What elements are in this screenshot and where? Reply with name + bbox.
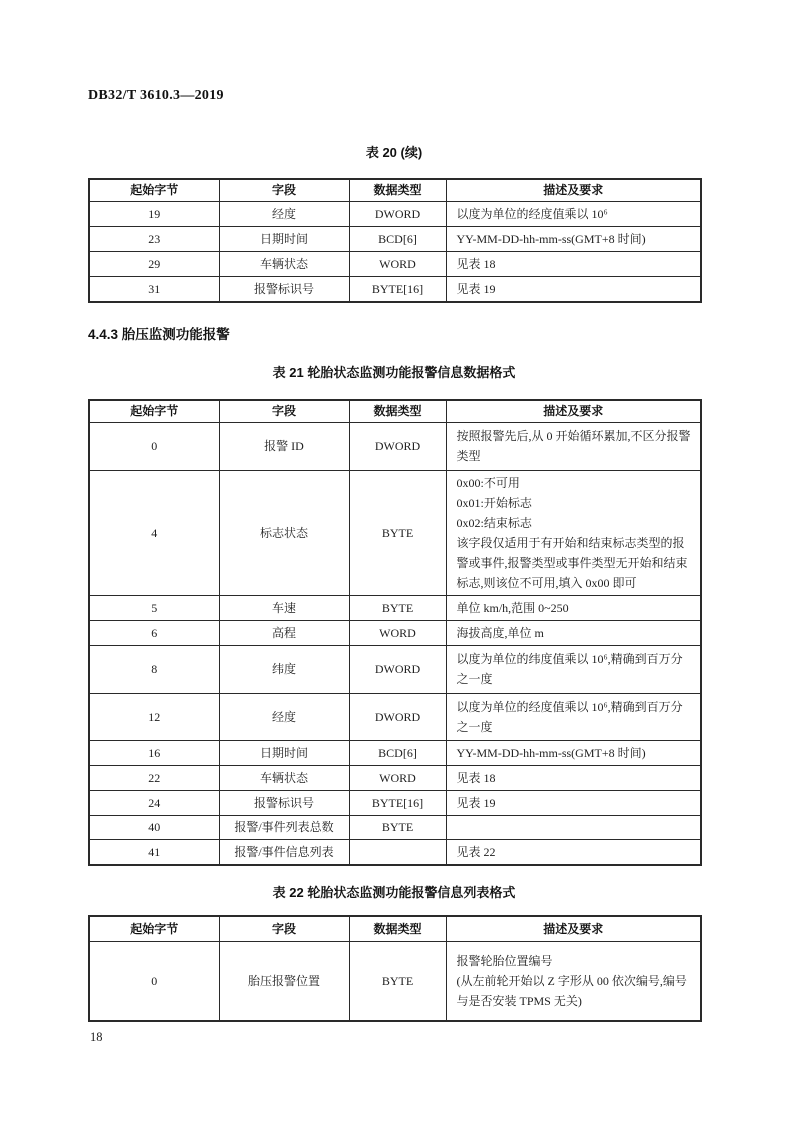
- table-cell-description: 0x00:不可用 0x01:开始标志 0x02:结束标志 该字段仅适用于有开始和结束标志类型的报警或事件,报警类型或事件类型无开始和结束标志,则该位不可用,填入 0x00 即可: [446, 470, 701, 595]
- table21-caption: 表 21 轮胎状态监测功能报警信息数据格式: [272, 365, 516, 380]
- table-cell-data-type: [349, 839, 446, 865]
- table-row: [89, 839, 701, 865]
- table-cell-data-type: BYTE[16]: [349, 790, 446, 815]
- table-cell-start-byte: 29: [89, 251, 219, 276]
- table-cell-description: 见表 18: [446, 251, 701, 276]
- table21-header-row: [89, 400, 701, 422]
- column-header-data-type: 数据类型: [349, 179, 446, 201]
- table-cell-data-type: DWORD: [349, 422, 446, 470]
- table-cell-field: 报警 ID: [219, 422, 349, 470]
- section-heading-4-4-3: 4.4.3 胎压监测功能报警: [88, 327, 230, 342]
- table-cell-data-type: BYTE[16]: [349, 276, 446, 302]
- table-cell-field: 日期时间: [219, 740, 349, 765]
- table22-caption: 表 22 轮胎状态监测功能报警信息列表格式: [272, 885, 516, 900]
- table-cell-description: [446, 815, 701, 839]
- table-row: [89, 815, 701, 839]
- table-cell-description: YY-MM-DD-hh-mm-ss(GMT+8 时间): [446, 226, 701, 251]
- column-header-data-type: 数据类型: [349, 400, 446, 422]
- table-cell-data-type: DWORD: [349, 693, 446, 740]
- table-cell-description: 以度为单位的纬度值乘以 10⁶,精确到百万分之一度: [446, 645, 701, 693]
- table-cell-start-byte: 4: [89, 470, 219, 595]
- table-cell-description: 以度为单位的经度值乘以 10⁶: [446, 201, 701, 226]
- table20-header-row: [89, 179, 701, 201]
- table-cell-start-byte: 19: [89, 201, 219, 226]
- table-row: [89, 740, 701, 765]
- table-cell-data-type: BCD[6]: [349, 740, 446, 765]
- table-cell-field: 高程: [219, 620, 349, 645]
- table-cell-description: 海拔高度,单位 m: [446, 620, 701, 645]
- table22: [88, 915, 702, 1022]
- table-cell-field: 报警/事件列表总数: [219, 815, 349, 839]
- table-row: [89, 470, 701, 595]
- table-cell-description: 见表 22: [446, 839, 701, 865]
- table-row: [89, 595, 701, 620]
- table-cell-data-type: DWORD: [349, 645, 446, 693]
- standard-number-header: DB32/T 3610.3—2019: [88, 88, 224, 103]
- table-cell-description: 报警轮胎位置编号 (从左前轮开始以 Z 字形从 00 依次编号,编号与是否安装 TPMS 无关): [446, 941, 701, 1021]
- table-cell-field: 车辆状态: [219, 251, 349, 276]
- table-row: [89, 693, 701, 740]
- table-row: [89, 201, 701, 226]
- table-cell-data-type: BCD[6]: [349, 226, 446, 251]
- table-cell-field: 标志状态: [219, 470, 349, 595]
- table-cell-start-byte: 5: [89, 595, 219, 620]
- column-header-field: 字段: [219, 179, 349, 201]
- table-cell-data-type: BYTE: [349, 595, 446, 620]
- column-header-field: 字段: [219, 400, 349, 422]
- table-cell-start-byte: 12: [89, 693, 219, 740]
- table-cell-description: 以度为单位的经度值乘以 10⁶,精确到百万分之一度: [446, 693, 701, 740]
- table-cell-data-type: DWORD: [349, 201, 446, 226]
- table-cell-start-byte: 22: [89, 765, 219, 790]
- column-header-description: 描述及要求: [446, 916, 701, 941]
- table-cell-field: 车辆状态: [219, 765, 349, 790]
- column-header-start-byte: 起始字节: [89, 400, 219, 422]
- table-row: [89, 620, 701, 645]
- table-cell-field: 日期时间: [219, 226, 349, 251]
- column-header-description: 描述及要求: [446, 179, 701, 201]
- table-cell-description: 见表 18: [446, 765, 701, 790]
- table-cell-description: 见表 19: [446, 276, 701, 302]
- table-row: [89, 941, 701, 1021]
- table-row: [89, 422, 701, 470]
- table21: [88, 399, 702, 866]
- table-cell-start-byte: 0: [89, 941, 219, 1021]
- table-cell-start-byte: 8: [89, 645, 219, 693]
- table20-caption: 表 20 (续): [365, 145, 423, 160]
- table-row: [89, 276, 701, 302]
- page-number: 18: [90, 1030, 103, 1044]
- table-row: [89, 226, 701, 251]
- column-header-start-byte: 起始字节: [89, 179, 219, 201]
- table-cell-start-byte: 0: [89, 422, 219, 470]
- table-cell-description: 按照报警先后,从 0 开始循环累加,不区分报警类型: [446, 422, 701, 470]
- table-cell-start-byte: 23: [89, 226, 219, 251]
- table-cell-field: 胎压报警位置: [219, 941, 349, 1021]
- table-row: [89, 765, 701, 790]
- table-cell-data-type: WORD: [349, 765, 446, 790]
- table-cell-data-type: BYTE: [349, 470, 446, 595]
- table-cell-field: 经度: [219, 201, 349, 226]
- column-header-description: 描述及要求: [446, 400, 701, 422]
- table-cell-field: 报警标识号: [219, 276, 349, 302]
- table-cell-start-byte: 24: [89, 790, 219, 815]
- table-cell-field: 经度: [219, 693, 349, 740]
- table-row: [89, 790, 701, 815]
- table-cell-data-type: BYTE: [349, 815, 446, 839]
- table-cell-field: 纬度: [219, 645, 349, 693]
- table-cell-data-type: BYTE: [349, 941, 446, 1021]
- table-cell-field: 报警标识号: [219, 790, 349, 815]
- table-cell-field: 车速: [219, 595, 349, 620]
- table-row: [89, 251, 701, 276]
- table-cell-description: YY-MM-DD-hh-mm-ss(GMT+8 时间): [446, 740, 701, 765]
- table-row: [89, 645, 701, 693]
- table22-header-row: [89, 916, 701, 941]
- column-header-field: 字段: [219, 916, 349, 941]
- column-header-data-type: 数据类型: [349, 916, 446, 941]
- table-cell-start-byte: 40: [89, 815, 219, 839]
- table-cell-start-byte: 41: [89, 839, 219, 865]
- table-cell-data-type: WORD: [349, 620, 446, 645]
- table-cell-data-type: WORD: [349, 251, 446, 276]
- table20: [88, 178, 702, 303]
- table-cell-description: 见表 19: [446, 790, 701, 815]
- table-cell-description: 单位 km/h,范围 0~250: [446, 595, 701, 620]
- table-cell-start-byte: 6: [89, 620, 219, 645]
- table-cell-field: 报警/事件信息列表: [219, 839, 349, 865]
- table-cell-start-byte: 31: [89, 276, 219, 302]
- table-cell-start-byte: 16: [89, 740, 219, 765]
- column-header-start-byte: 起始字节: [89, 916, 219, 941]
